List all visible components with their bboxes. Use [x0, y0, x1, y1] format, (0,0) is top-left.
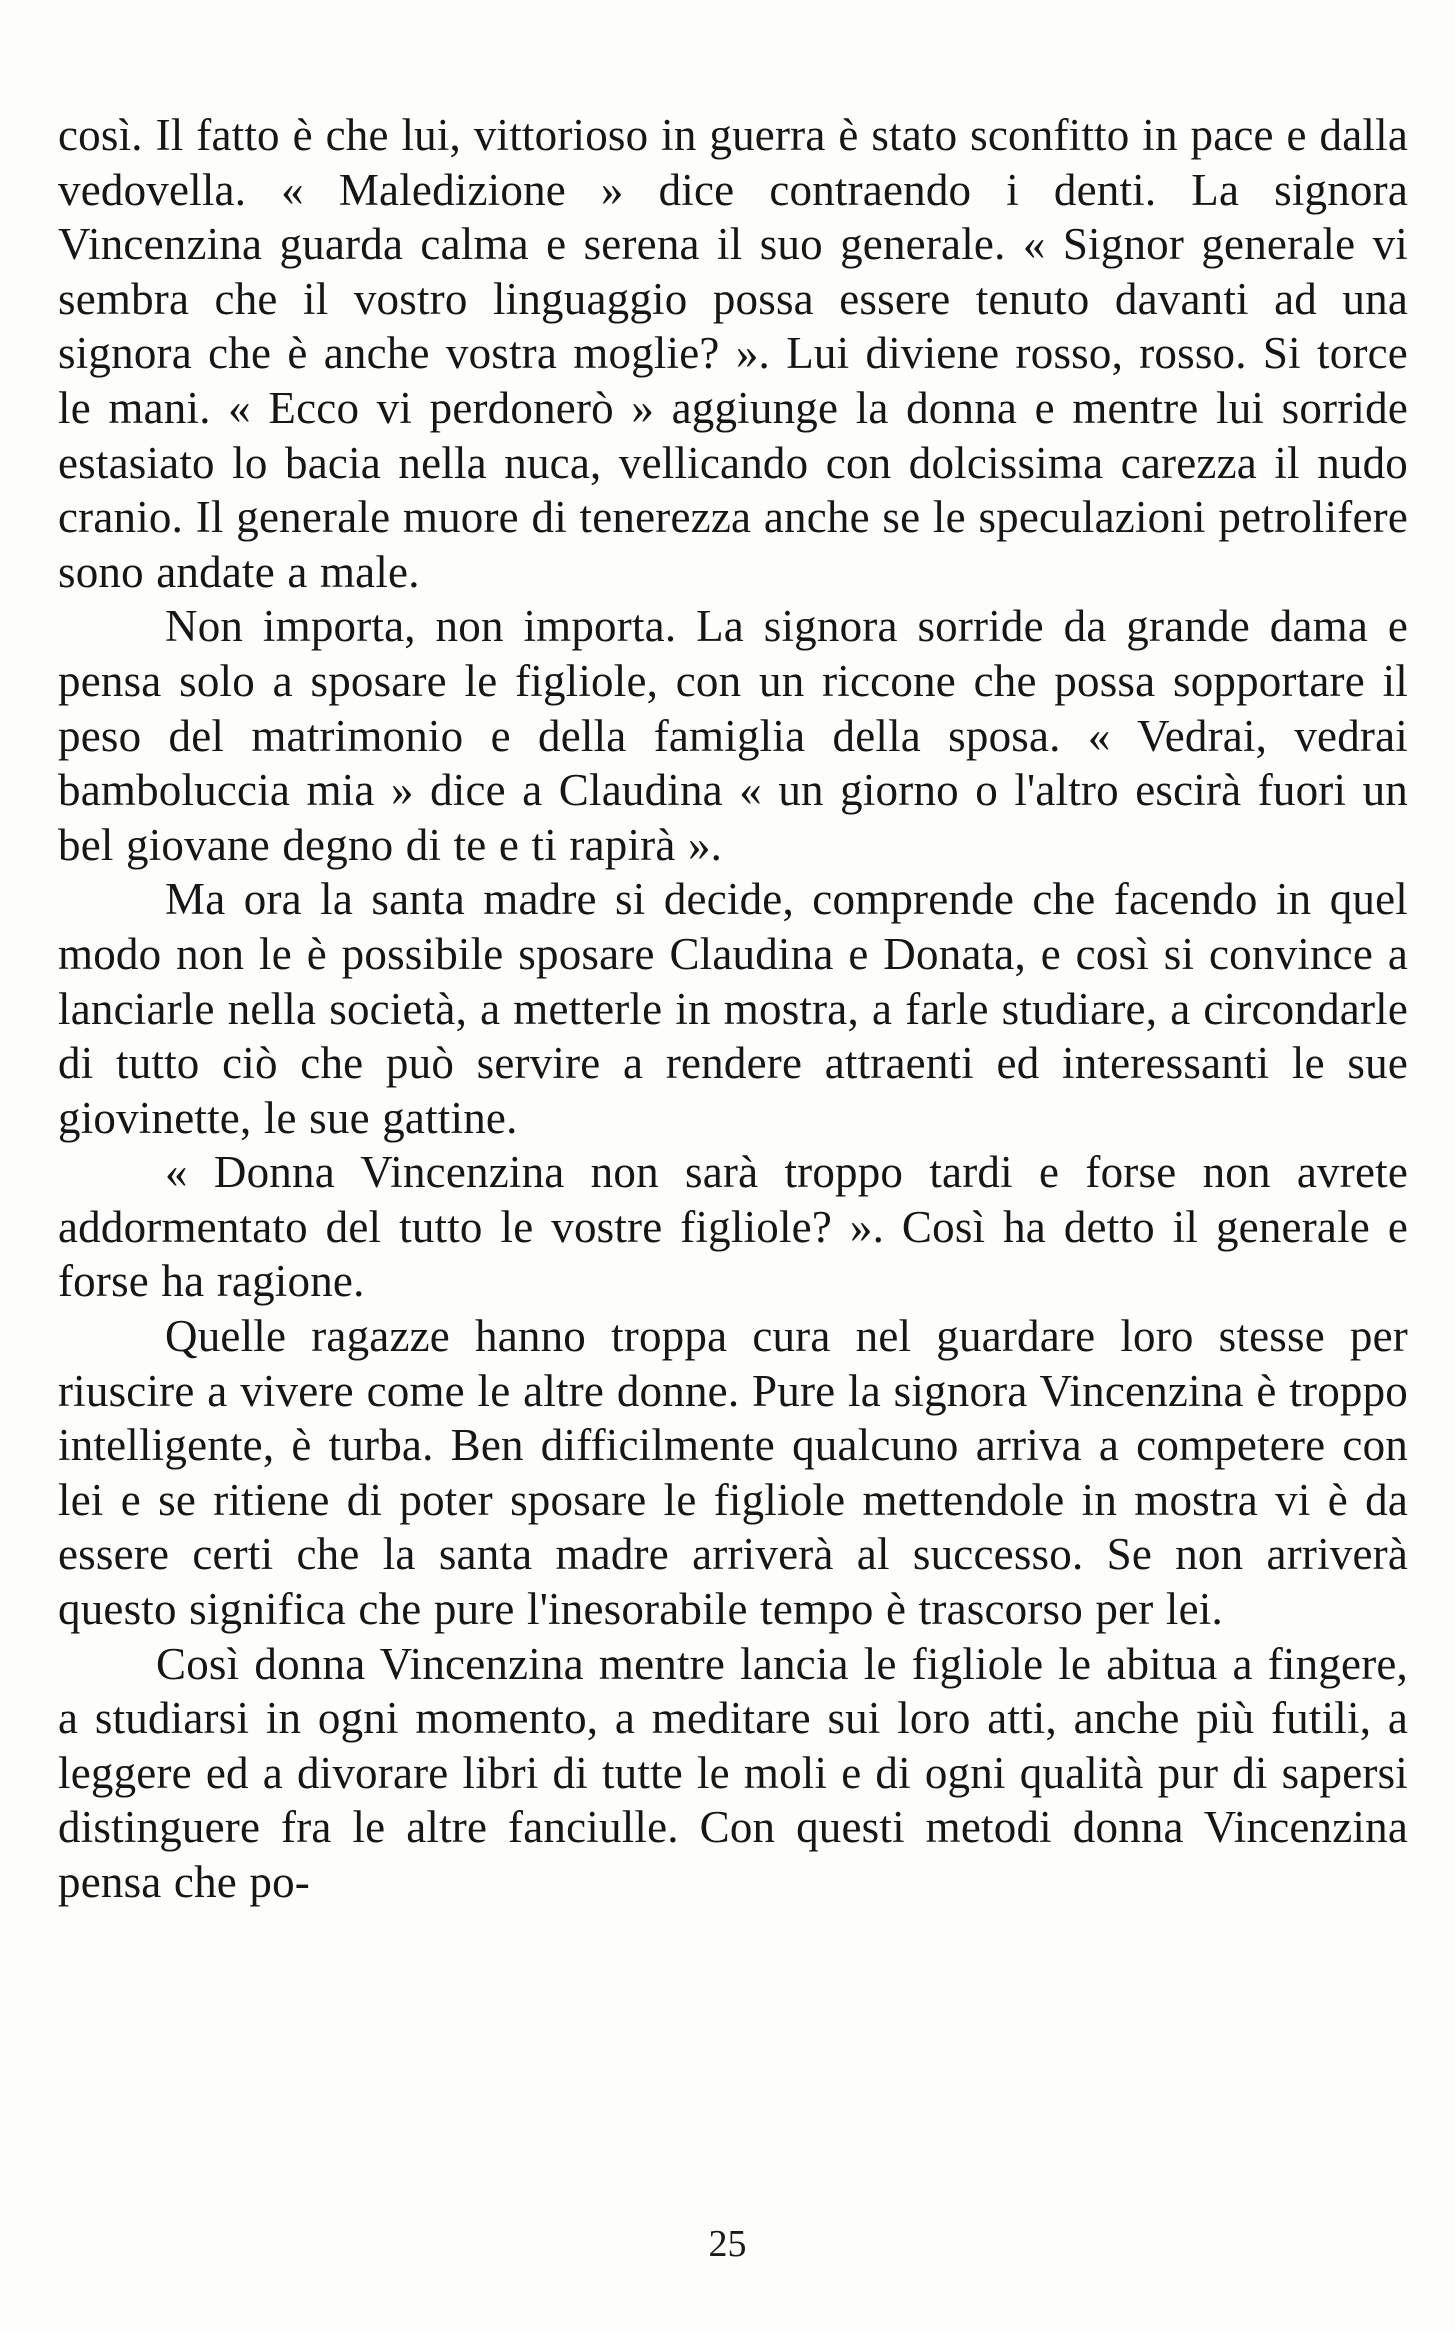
- body-text: [58, 108, 1408, 1910]
- page-number: 25: [708, 2223, 747, 2265]
- paragraph-2: Non importa, non importa. La signora sorride da grande dama e pensa solo a sposare le figliole, con un riccone che possa sopportare il peso del matrimonio e della famiglia della sposa. « Vedrai, vedrai bamboluccia mia » dice a Claudina « un giorno o l'altro escirà fuori un bel giovane degno di te e ti rapirà ».: [58, 601, 1408, 870]
- paragraph-6: Così donna Vincenzina mentre lancia le figliole le abitua a fingere, a studiarsi in ogni momento, a meditare sui loro atti, anche più futili, a leggere ed a divorare libri di tutte le moli e di ogni qualità pur di sapersi distinguere fra le altre fanciulle. Con questi metodi donna Vincenzina pensa che po-: [58, 1638, 1408, 1907]
- paragraph-5: Quelle ragazze hanno troppa cura nel guardare loro stesse per riuscire a vivere come le altre donne. Pure la signora Vincenzina è troppo intelligente, è turba. Ben difficilmente qualcuno arriva a competere con lei e se ritiene di poter sposare le figliole mettendole in mostra vi è da essere certi che la santa madre arriverà al successo. Se non arriverà questo significa che pure l'inesorabile tempo è trascorso per lei.: [58, 1311, 1408, 1635]
- paragraph-3: Ma ora la santa madre si decide, comprende che facendo in quel modo non le è possibile sposare Claudina e Donata, e così si convince a lanciarle nella società, a metterle in mostra, a farle studiare, a circondarle di tutto ciò che può servire a rendere attraenti ed interessanti le sue giovinette, le sue gattine.: [58, 874, 1408, 1143]
- paragraph-4: « Donna Vincenzina non sarà troppo tardi e forse non avrete addormentato del tutto le vostre figliole? ». Così ha detto il generale e forse ha ragione.: [58, 1147, 1408, 1307]
- paragraph-1: così. Il fatto è che lui, vittorioso in guerra è stato sconfitto in pace e dalla vedovella. « Maledizione » dice contraendo i denti. La signora Vincenzina guarda calma e serena il suo generale. « Signor generale vi sembra che il vostro linguaggio possa essere tenuto davanti ad una signora che è anche vostra moglie? ». Lui diviene rosso, rosso. Si torce le mani. « Ecco vi perdonerò » aggiunge la donna e mentre lui sorride estasiato lo bacia nella nuca, vellicando con dolcissima carezza il nudo cranio. Il generale muore di tenerezza anche se le speculazioni petrolifere sono andate a male.: [58, 110, 1408, 597]
